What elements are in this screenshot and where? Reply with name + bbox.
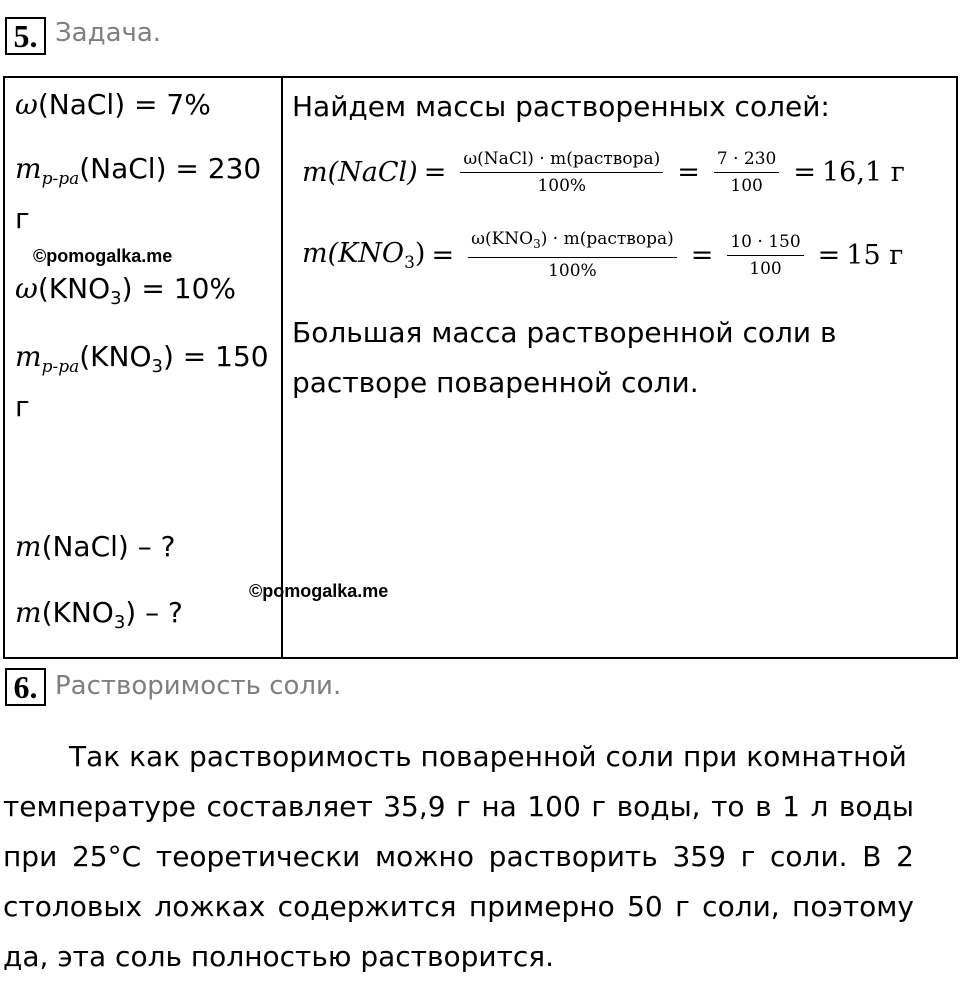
given-unit-g-1: г (15, 202, 30, 235)
given-w-kno3: $\omega(KNO_3) = 10\%$ (15, 272, 236, 309)
table-divider (281, 78, 283, 657)
find-m-nacl: m(NaCl) – ? (15, 530, 176, 563)
conclusion-line-2: растворе поваренной соли. (292, 366, 699, 399)
given-unit-g-2: г (15, 390, 30, 423)
solution-intro: Найдем массы растворенных солей: (292, 90, 830, 123)
formula-mass-nacl: m(NaCl) = $\frac{\text{ω(NaCl) · m(раствора)}}{100\%}$ = $\frac{7 \cdot 230}{100}$ = 16,1 г (302, 149, 905, 196)
formula-2-result: 15 г (846, 239, 904, 271)
given-m-solution-kno3: $m_{р-ра}(KNO_3) = 150$ (15, 340, 269, 377)
formula-2-fraction: $\frac{\omega(KNO_3) \cdot m(раствора)}{100\%}$ (468, 228, 677, 282)
formula-mass-kno3: $m(KNO_3)$ = $\frac{\omega(KNO_3) \cdot m(раствора)}{100\%}$ = $\frac{10 \cdot 150}{100}$ = 15 г (302, 229, 904, 281)
find-m-kno3: $m(KNO_3)$ – ? (15, 596, 183, 633)
given-m-solution-nacl: $m_{р-ра}(NaCl) = 230$ (15, 152, 262, 189)
omega-symbol: ω (15, 88, 38, 121)
task-6-title: Растворимость соли. (55, 671, 342, 701)
formula-2-values: $\frac{10 \cdot 150}{100}$ (727, 231, 803, 280)
task-5-title: Задача. (55, 18, 162, 48)
task-table (3, 76, 958, 659)
given-w-nacl: ω(NaCl) = 7% (15, 88, 211, 121)
formula-1-fraction: $\frac{\text{ω(NaCl) · m(раствора)}}{100\%}$ (460, 148, 663, 197)
formula-1-values: $\frac{7 \cdot 230}{100}$ (714, 148, 779, 197)
formula-1-result: 16,1 г (822, 157, 905, 188)
task-5-number: 5. (5, 17, 46, 55)
answer-paragraph (3, 732, 914, 982)
paragraph-rest: температуре составляет 35,9 г на 100 г воды, то в 1 л воды при 25°C теоретически можно растворить 359 г соли. В 2 столовых ложках содержится примерно 50 г соли, поэтому да, эта соль полностью растворится. (3, 790, 914, 973)
formula-1-lhs: m(NaCl) (302, 157, 418, 188)
watermark-top: ©pomogalka.me (33, 246, 173, 266)
paragraph-first-line: Так как растворимость поваренной соли при комнатной (69, 740, 907, 773)
watermark-bottom: ©pomogalka.me (249, 581, 389, 601)
task-6-number: 6. (5, 668, 46, 706)
conclusion-line-1: Большая масса растворенной соли в (292, 316, 837, 349)
formula-2-lhs: $m(KNO_3)$ (302, 237, 426, 273)
